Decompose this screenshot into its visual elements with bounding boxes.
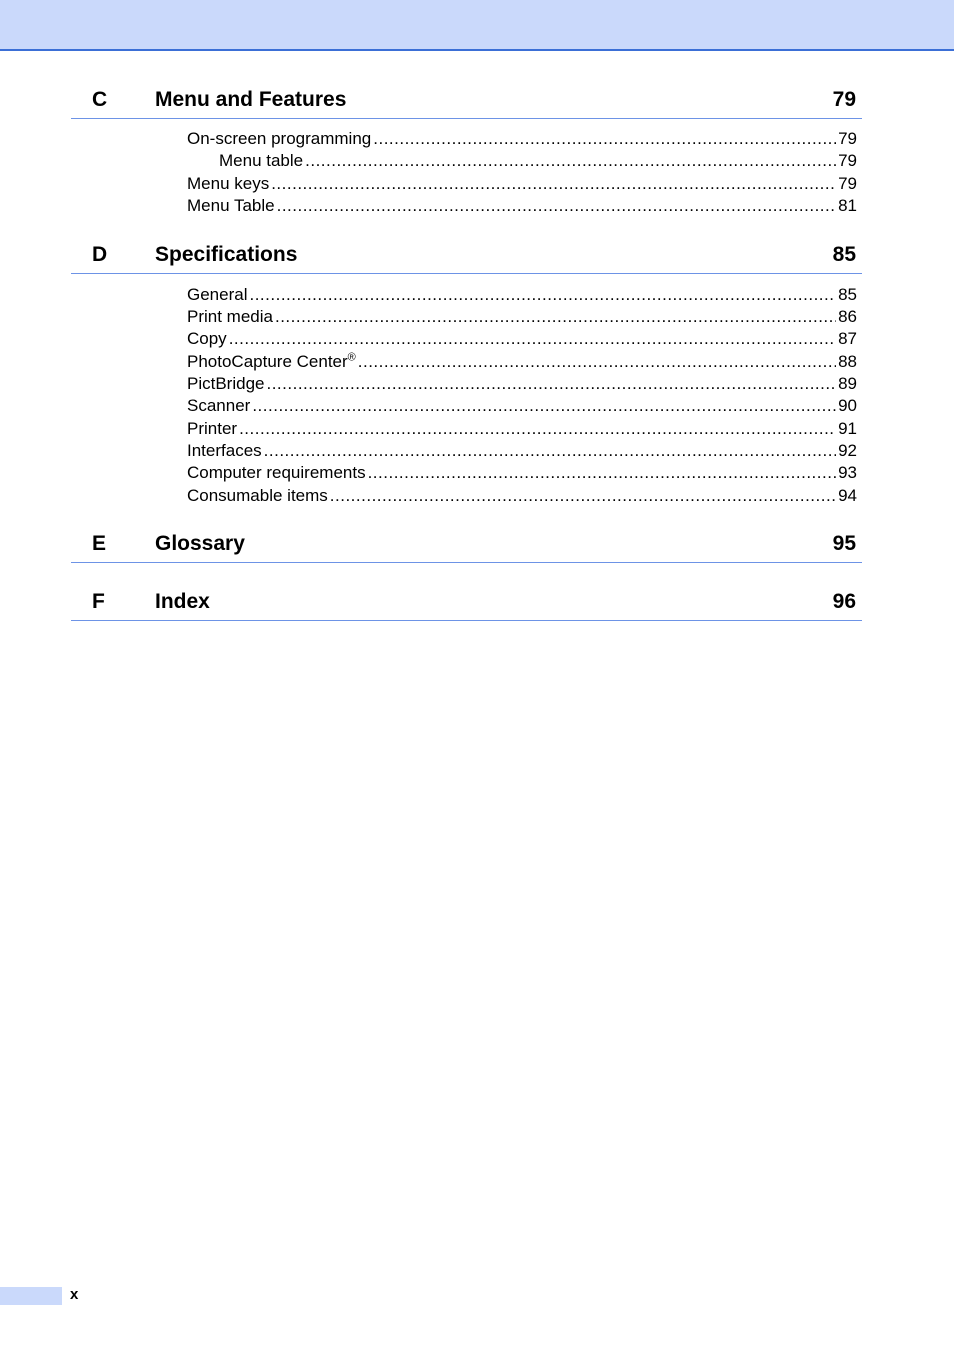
toc-entry[interactable] xyxy=(187,418,857,440)
toc-entry-page: 79 xyxy=(838,151,857,170)
chapter-heading-f[interactable] xyxy=(71,588,862,621)
chapter-page-number: 85 xyxy=(832,243,856,266)
toc-entry-label: General xyxy=(187,285,248,304)
toc-entry-page: 92 xyxy=(838,441,857,460)
toc-entry[interactable] xyxy=(187,328,857,350)
toc-entry-page: 90 xyxy=(838,396,857,415)
toc-entry-label: Print media xyxy=(187,307,273,326)
header-band xyxy=(0,0,954,51)
toc-entry[interactable] xyxy=(187,195,857,217)
toc-entry-label: Consumable items xyxy=(187,486,328,505)
toc-entry-label: Menu table xyxy=(219,151,304,170)
toc-entry-label xyxy=(187,351,358,373)
chapter-title: Menu and Features xyxy=(155,88,347,111)
chapter-letter: C xyxy=(92,88,108,111)
dot-leader xyxy=(330,485,836,507)
toc-entry-page: 85 xyxy=(838,285,857,304)
chapter-page-number: 79 xyxy=(832,88,856,111)
toc-entry-label: Scanner xyxy=(187,396,251,415)
toc-entry-label: Menu keys xyxy=(187,174,270,193)
chapter-page-number: 95 xyxy=(832,532,856,555)
toc-entry[interactable] xyxy=(187,128,857,150)
toc-entry-page: 91 xyxy=(838,419,857,438)
toc-entry-page: 79 xyxy=(838,174,857,193)
chapter-letter: F xyxy=(92,590,105,613)
toc-entry-label: Interfaces xyxy=(187,441,262,460)
footer-page-number: x xyxy=(70,1286,79,1303)
toc-entry[interactable] xyxy=(187,173,857,195)
dot-leader xyxy=(264,440,836,462)
dot-leader xyxy=(271,173,836,195)
toc-entry-page: 89 xyxy=(838,374,857,393)
toc-entry-label: Menu Table xyxy=(187,196,275,215)
dot-leader xyxy=(305,150,836,172)
toc-entry-page: 88 xyxy=(838,352,857,371)
chapter-heading-c[interactable] xyxy=(71,86,862,119)
dot-leader xyxy=(266,373,836,395)
registered-mark: ® xyxy=(347,351,356,364)
toc-entry-label: Computer requirements xyxy=(187,463,366,482)
toc-entry-page: 79 xyxy=(838,129,857,148)
dot-leader xyxy=(358,351,836,373)
dot-leader xyxy=(239,418,836,440)
toc-entry[interactable] xyxy=(187,284,857,306)
footer-band xyxy=(0,1287,62,1305)
toc-entry-page: 86 xyxy=(838,307,857,326)
toc-entry-page: 94 xyxy=(838,486,857,505)
toc-entry-label-text: PhotoCapture Center xyxy=(187,352,348,371)
toc-entry[interactable] xyxy=(187,485,857,507)
toc-entry[interactable] xyxy=(219,150,857,172)
chapter-title: Specifications xyxy=(155,243,298,266)
toc-entry[interactable] xyxy=(187,462,857,484)
chapter-letter: D xyxy=(92,243,108,266)
dot-leader xyxy=(252,395,836,417)
toc-entry-label: Printer xyxy=(187,419,238,438)
chapter-heading-e[interactable] xyxy=(71,530,862,563)
toc-entry[interactable] xyxy=(187,440,857,462)
chapter-title: Glossary xyxy=(155,532,245,555)
dot-leader xyxy=(229,328,836,350)
dot-leader xyxy=(368,462,837,484)
toc-entry-page: 93 xyxy=(838,463,857,482)
toc-entry[interactable] xyxy=(187,351,857,373)
toc-entry-page: 87 xyxy=(838,329,857,348)
toc-entry-page: 81 xyxy=(838,196,857,215)
chapter-title: Index xyxy=(155,590,210,613)
toc-entry[interactable] xyxy=(187,395,857,417)
toc-entry-label: Copy xyxy=(187,329,227,348)
toc-entry[interactable] xyxy=(187,373,857,395)
dot-leader xyxy=(249,284,836,306)
chapter-letter: E xyxy=(92,532,107,555)
toc-entry-label: On-screen programming xyxy=(187,129,372,148)
dot-leader xyxy=(373,128,836,150)
dot-leader xyxy=(277,195,836,217)
chapter-heading-d[interactable] xyxy=(71,241,862,274)
dot-leader xyxy=(275,306,836,328)
toc-entry[interactable] xyxy=(187,306,857,328)
toc-entry-label: PictBridge xyxy=(187,374,265,393)
chapter-page-number: 96 xyxy=(832,590,856,613)
